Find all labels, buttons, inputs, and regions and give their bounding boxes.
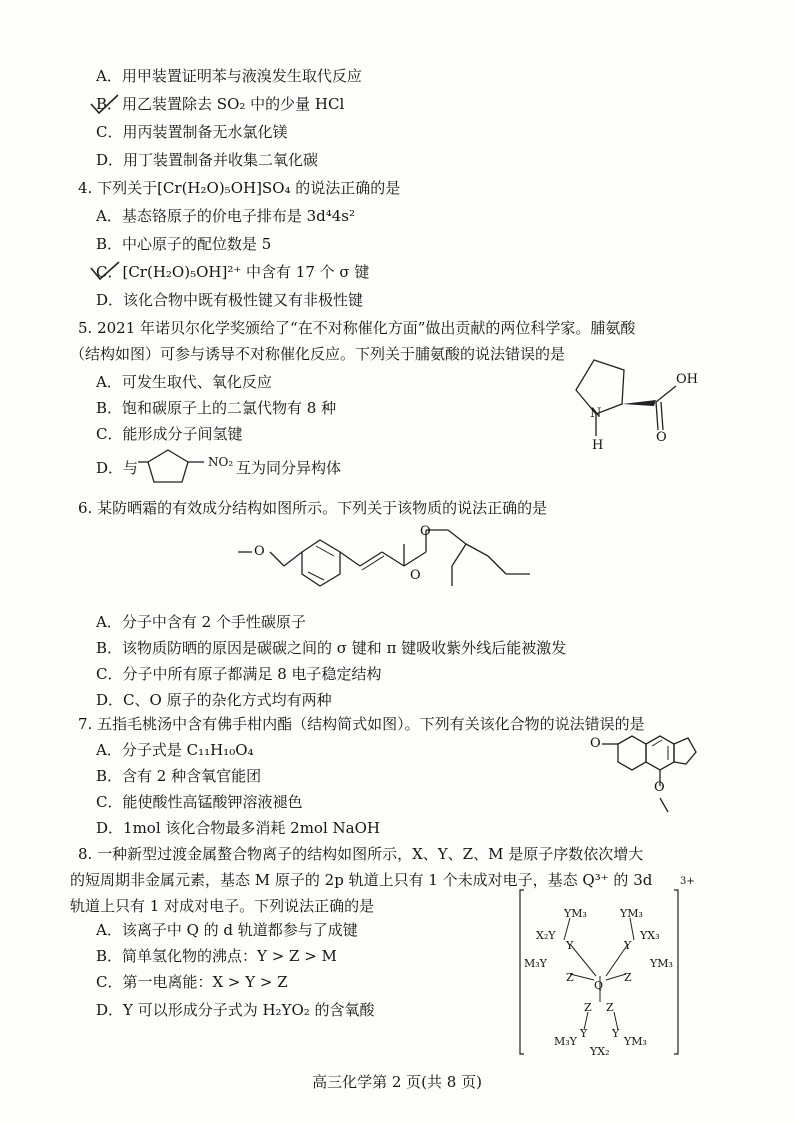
q5-option-a: A．可发生取代、氧化反应 [96,373,272,391]
carbonyl-oxygen-label: O [410,568,421,583]
label-y-bottom-left: Y [580,1027,588,1040]
handwritten-check-mark [88,258,122,284]
q6-option-d: D．C、O 原子的杂化方式均有两种 [96,691,332,709]
label-m3y-bottom: M₃Y [554,1035,577,1048]
ion-charge-label: 3+ [680,876,695,887]
methoxy-o-label: O [654,780,665,795]
label-y-left: Y [566,939,574,952]
cyclopentane-structure [138,446,218,486]
label-m3y-left: M₃Y [524,957,547,970]
q5-stem-line1: 5. 2021 年诺贝尔化学奖颁给了“在不对称催化方面”做出贡献的两位科学家。脯氨酸 [78,319,636,337]
q7-option-c: C．能使酸性高锰酸钾溶液褪色 [96,793,303,811]
option-d-text: D．用丁装置制备并收集二氧化碳 [96,151,319,169]
q8-stem-line1: 8. 一种新型过渡金属螯合物离子的结构如图所示，X、Y、Z、M 是原子序数依次增大 [78,845,644,863]
q7-option-d: D．1mol 该化合物最多消耗 2mol NaOH [96,819,380,837]
label-yx3: YX₃ [640,929,660,942]
handwritten-check-mark [88,92,122,118]
q5-option-c: C．能形成分子间氢键 [96,425,243,443]
q7-option-a: A．分子式是 C₁₁H₁₀O₄ [96,741,254,759]
ether-oxygen-label: O [254,544,265,559]
q5-option-b: B．饱和碳原子上的二氯代物有 8 种 [96,399,337,417]
q4-option-a: A．基态铬原子的价电子排布是 3d⁴4s² [96,207,356,225]
proline-o-label: O [656,430,667,445]
label-y-right: Y [624,939,632,952]
q8-option-c: C．第一电离能：X > Y > Z [96,973,288,991]
sunscreen-structure [230,516,540,596]
q5-option-d-suffix: 互为同分异构体 [236,459,342,477]
q4-stem: 4. 下列关于[Cr(H₂O)₅OH]SO₄ 的说法正确的是 [78,179,401,197]
q8-stem-line3: 轨道上只有 1 对成对电子。下列说法正确的是 [70,897,375,915]
lactone-carbonyl-o-label: O [590,736,601,751]
nitro-group-label: NO₂ [208,455,234,469]
q4-option-c: C．[Cr(H₂O)₅OH]²⁺ 中含有 17 个 σ 键 [96,263,370,281]
q7-option-b: B．含有 2 种含氧官能团 [96,767,262,785]
label-ym3-right: YM₃ [650,957,673,970]
option-c-text: C．用丙装置制备无水氯化镁 [96,123,288,141]
q8-option-d: D．Y 可以形成分子式为 H₂YO₂ 的含氧酸 [96,1001,375,1019]
label-q-center: Q [594,979,604,992]
proline-n-label: N [590,406,602,421]
q6-option-a: A．分子中含有 2 个手性碳原子 [96,613,306,631]
q8-stem-line2: 的短周期非金属元素，基态 M 原子的 2p 轨道上只有 1 个未成对电子，基态 Q³⁺ 的 3d [70,871,653,889]
q5-stem-line2: （结构如图）可参与诱导不对称催化反应。下列关于脯氨酸的说法错误的是 [70,345,566,363]
proline-structure [560,350,710,460]
page-footer: 高三化学第 2 页(共 8 页) [312,1073,482,1091]
q4-option-b: B．中心原子的配位数是 5 [96,235,272,253]
label-ym3-top-left: YM₃ [564,907,587,920]
q8-option-b: B．简单氢化物的沸点：Y > Z > M [96,947,337,965]
q6-stem: 6. 某防晒霜的有效成分结构如图所示。下列关于该物质的说法正确的是 [78,499,548,517]
label-ym3-top-right: YM₃ [620,907,643,920]
ester-oxygen-label: O [420,524,431,539]
proline-h-label: H [592,438,604,453]
q8-option-a: A．该离子中 Q 的 d 轨道都参与了成键 [96,921,358,939]
q7-stem: 7. 五指毛桃汤中含有佛手柑内酯（结构简式如图）。下列有关该化合物的说法错误的是 [78,715,645,733]
label-z-bottom-left: Z [584,1001,592,1014]
label-yx2: YX₂ [590,1045,610,1058]
label-z-right: Z [624,971,632,984]
label-x2y: X₂Y [536,929,556,942]
label-y-bottom-right: Y [612,1027,620,1040]
bergapten-structure [590,732,740,832]
option-a-text: A．用甲装置证明苯与液溴发生取代反应 [96,67,362,85]
proline-oh-label: OH [676,372,698,387]
q4-option-d: D．该化合物中既有极性键又有非极性键 [96,291,364,309]
option-b-text: B．用乙装置除去 SO₂ 中的少量 HCl [96,95,345,113]
q6-option-b: B．该物质防晒的原因是碳碳之间的 σ 键和 π 键吸收紫外线后能被激发 [96,639,567,657]
label-z-bottom-right: Z [606,1001,614,1014]
q6-option-c: C．分子中所有原子都满足 8 电子稳定结构 [96,665,382,683]
label-z-left: Z [566,971,574,984]
q5-option-d-prefix: D．与 [96,459,139,477]
label-ym3-bottom: YM₃ [624,1035,647,1048]
